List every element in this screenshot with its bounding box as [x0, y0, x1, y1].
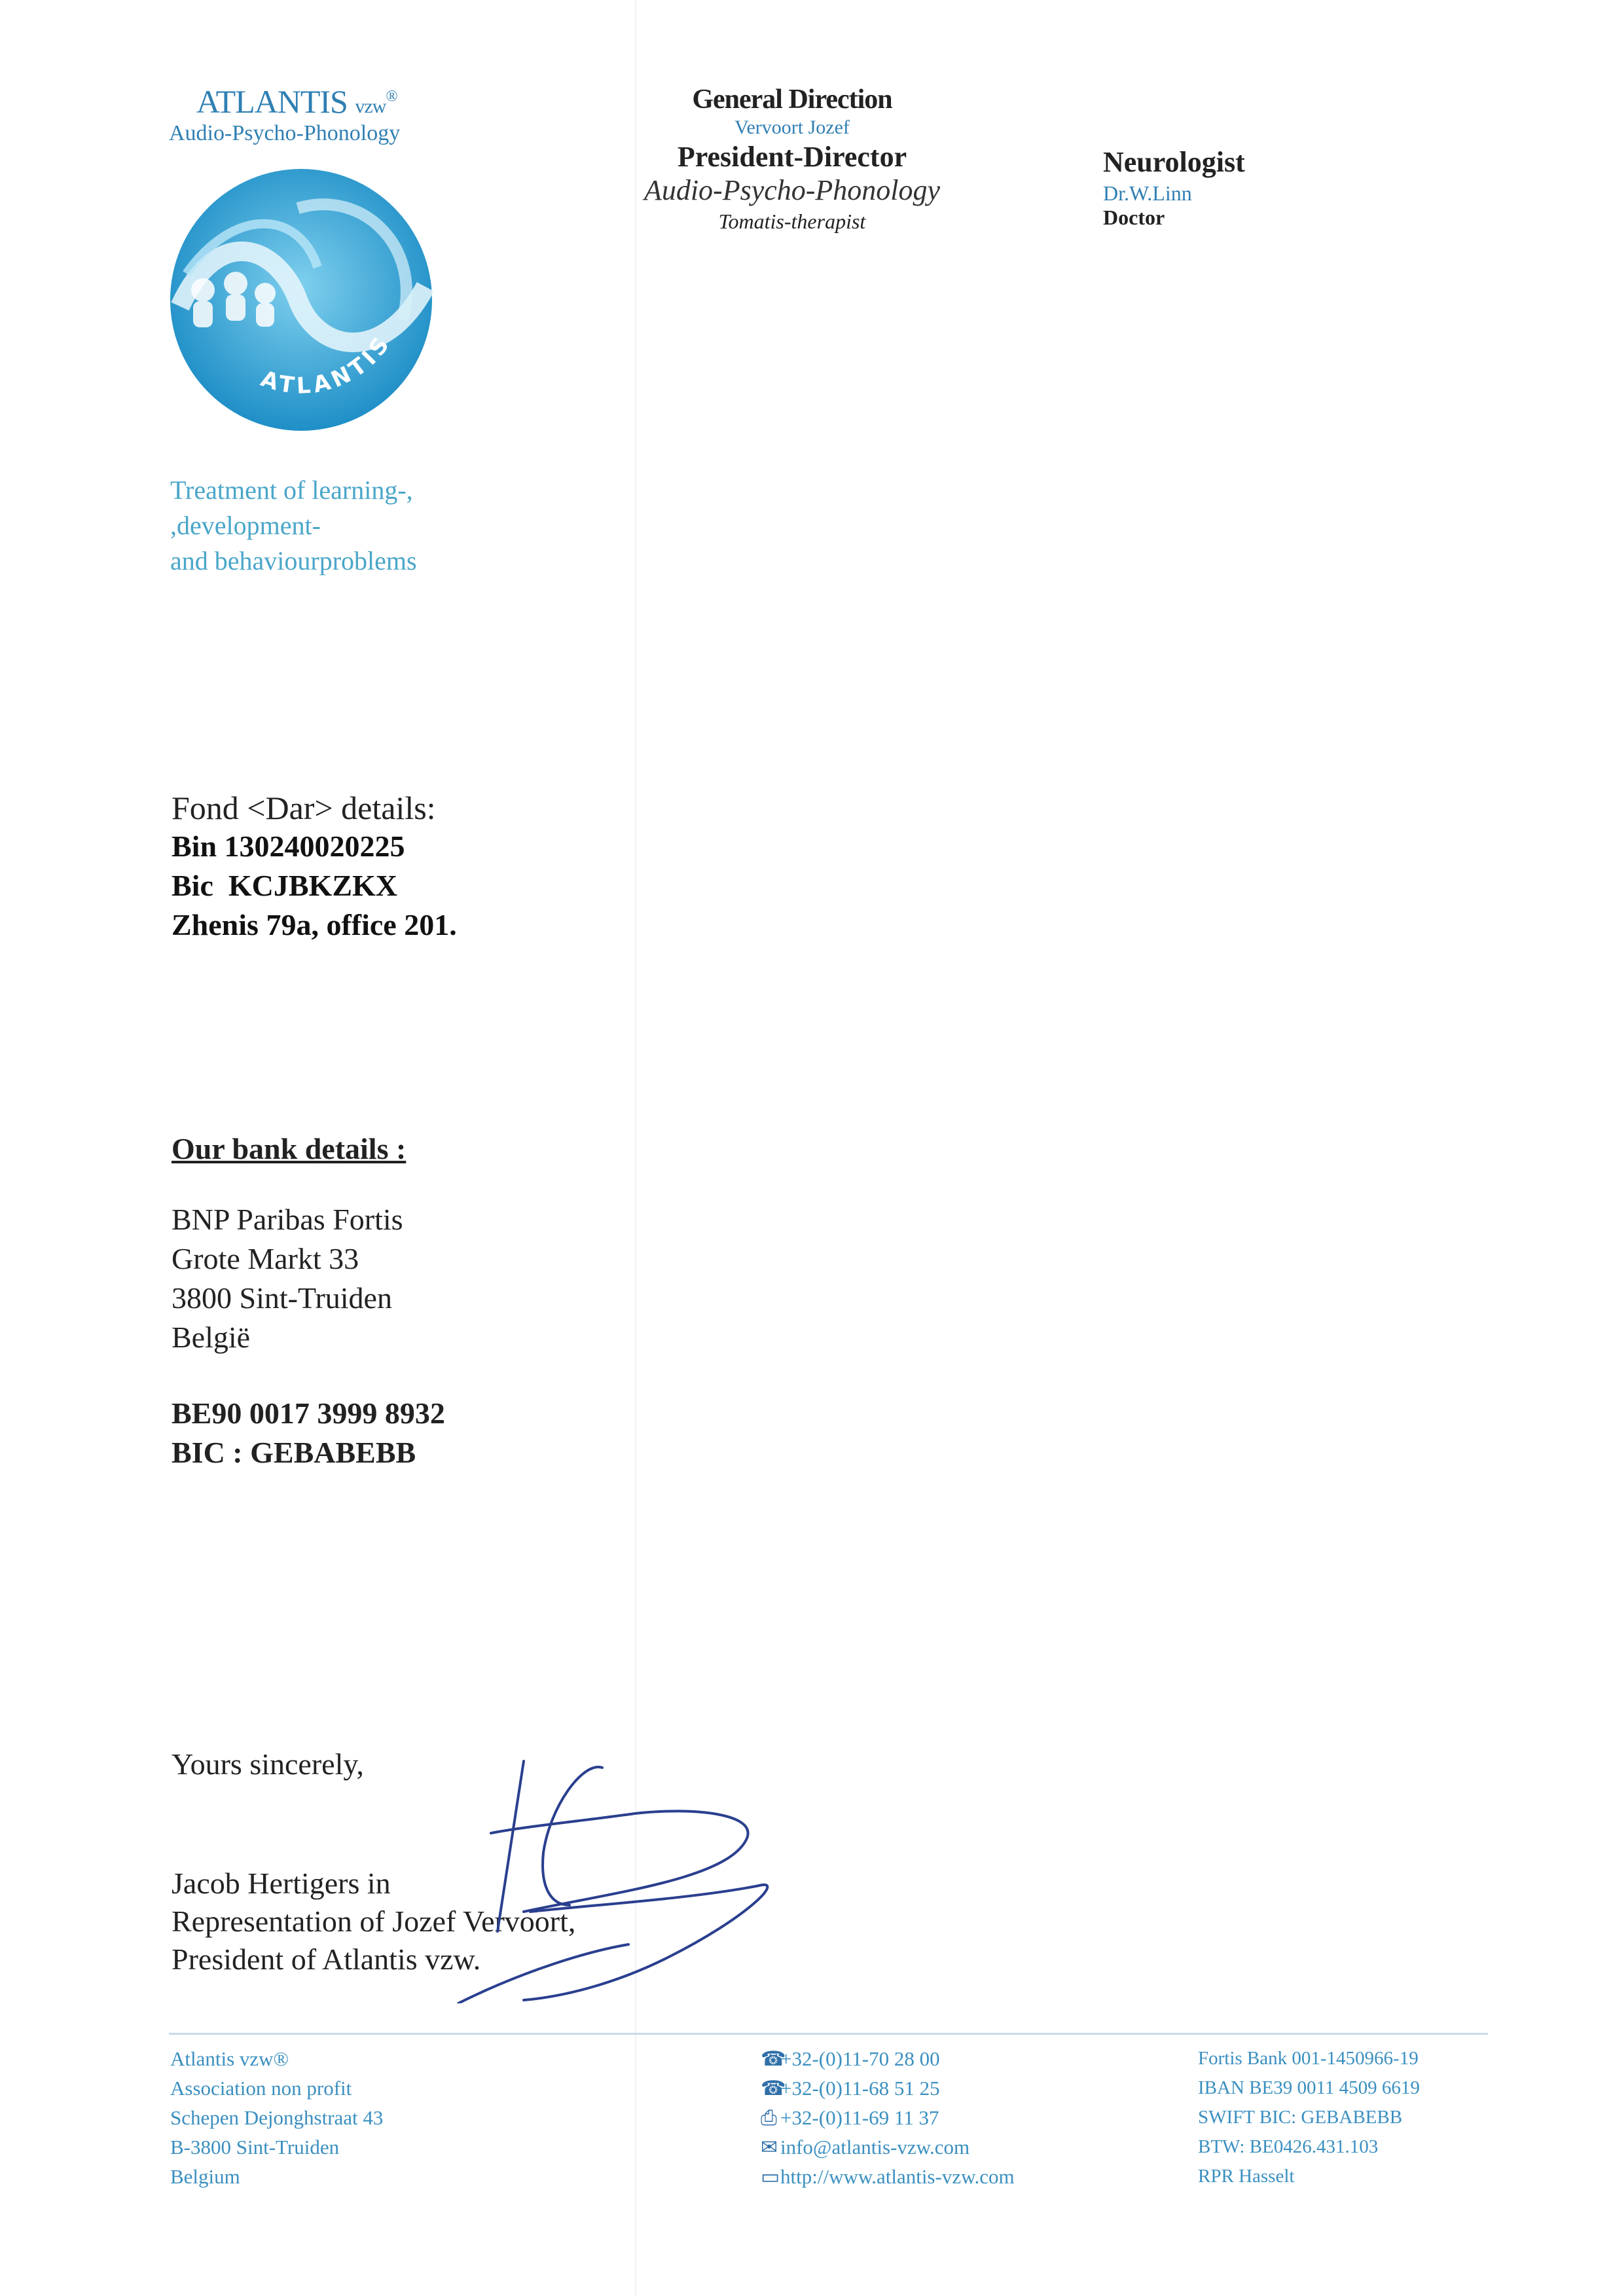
phone-icon: ☎ [761, 2047, 786, 2070]
fond-line: Zhenis 79a, office 201. [172, 908, 457, 941]
atlantis-logo-icon [167, 169, 435, 437]
header-specialty: Tomatis-therapist [718, 210, 866, 233]
email-link[interactable]: info@atlantis-vzw.com [780, 2136, 970, 2159]
footer-bank-line: RPR Hasselt [1198, 2166, 1295, 2187]
footer-address [170, 2044, 383, 2191]
footer-address-line: Belgium [170, 2165, 240, 2188]
footer-contact-line [761, 2103, 1015, 2132]
footer-address-line: Association non profit [170, 2077, 352, 2100]
header-neurologist [1103, 145, 1245, 230]
tagline-line: and behaviourproblems [170, 546, 417, 575]
tagline-line: Treatment of learning-, [170, 475, 413, 505]
footer-bank-line: SWIFT BIC: GEBABEBB [1198, 2107, 1403, 2128]
footer-address-line: Schepen Dejonghstraat 43 [170, 2106, 384, 2129]
footer-bank-info [1198, 2044, 1420, 2191]
header-field: Audio-Psycho-Phonology [643, 174, 941, 206]
footer-bank-line: IBAN BE39 0011 4509 6619 [1198, 2077, 1420, 2098]
registered-mark: ® [386, 88, 397, 105]
logo-suffix: vzw [355, 96, 386, 117]
footer-bank-line: BTW: BE0426.431.103 [1198, 2136, 1379, 2157]
neurologist-name: Dr.W.Linn [1103, 181, 1192, 205]
header-title: General Direction [692, 84, 892, 115]
fond-details [172, 789, 457, 945]
footer-address-line: B-3800 Sint-Truiden [170, 2136, 340, 2159]
header-general-direction [609, 84, 975, 234]
bank-address-line: Grote Markt 33 [172, 1242, 359, 1275]
bank-iban: BE90 0017 3999 8932 [172, 1396, 445, 1430]
bank-address-line: 3800 Sint-Truiden [172, 1281, 392, 1315]
fax-number: +32-(0)11-69 11 37 [780, 2106, 939, 2129]
mail-icon: ✉ [761, 2136, 778, 2159]
tagline [170, 473, 417, 579]
neurologist-role: Doctor [1103, 206, 1165, 229]
signer-line: Jacob Hertigers in [172, 1867, 391, 1900]
header-role: President-Director [677, 141, 907, 173]
footer-contact [761, 2044, 1015, 2191]
neurologist-title: Neurologist [1103, 146, 1245, 178]
handwritten-signature-icon [419, 1755, 786, 2003]
footer-contact-line [761, 2132, 1015, 2162]
header-director-name: Vervoort Jozef [734, 117, 850, 138]
fond-line: Bin 130240020225 [172, 829, 405, 863]
phone-number: +32-(0)11-70 28 00 [780, 2047, 940, 2070]
footer-bank-line: Fortis Bank 001-1450966-19 [1198, 2048, 1419, 2069]
logo-title [196, 82, 397, 120]
logo-subtitle: Audio-Psycho-Phonology [169, 121, 401, 145]
phone-icon: ☎ [761, 2077, 786, 2100]
tagline-line: ,development- [170, 511, 321, 540]
bank-details [172, 1131, 445, 1472]
fond-line: Bic KCJBKZKX [172, 869, 398, 902]
footer-contact-line [761, 2162, 1015, 2191]
bank-heading: Our bank details : [172, 1132, 407, 1165]
computer-icon: ▭ [761, 2165, 780, 2188]
signer-line: Representation of Jozef Vervoort, [172, 1904, 576, 1938]
bank-address-line: België [172, 1321, 251, 1354]
footer-divider [169, 2033, 1488, 2035]
bank-bic: BIC : GEBABEBB [172, 1436, 416, 1469]
logo-ring-text: ATLANTIS [257, 329, 397, 399]
footer-contact-line [761, 2044, 1015, 2073]
bank-address-line: BNP Paribas Fortis [172, 1203, 403, 1236]
phone-number: +32-(0)11-68 51 25 [780, 2077, 940, 2100]
footer-address-line: Atlantis vzw® [170, 2047, 289, 2070]
closing-salutation: Yours sincerely, [172, 1747, 364, 1781]
footer-contact-line [761, 2073, 1015, 2103]
logo-name: ATLANTIS [196, 83, 348, 120]
fax-icon: ⎙ [761, 2106, 777, 2129]
signer-line: President of Atlantis vzw. [172, 1942, 481, 1976]
fond-heading: Fond <Dar> details: [172, 790, 436, 826]
website-link[interactable]: http://www.atlantis-vzw.com [780, 2165, 1015, 2188]
